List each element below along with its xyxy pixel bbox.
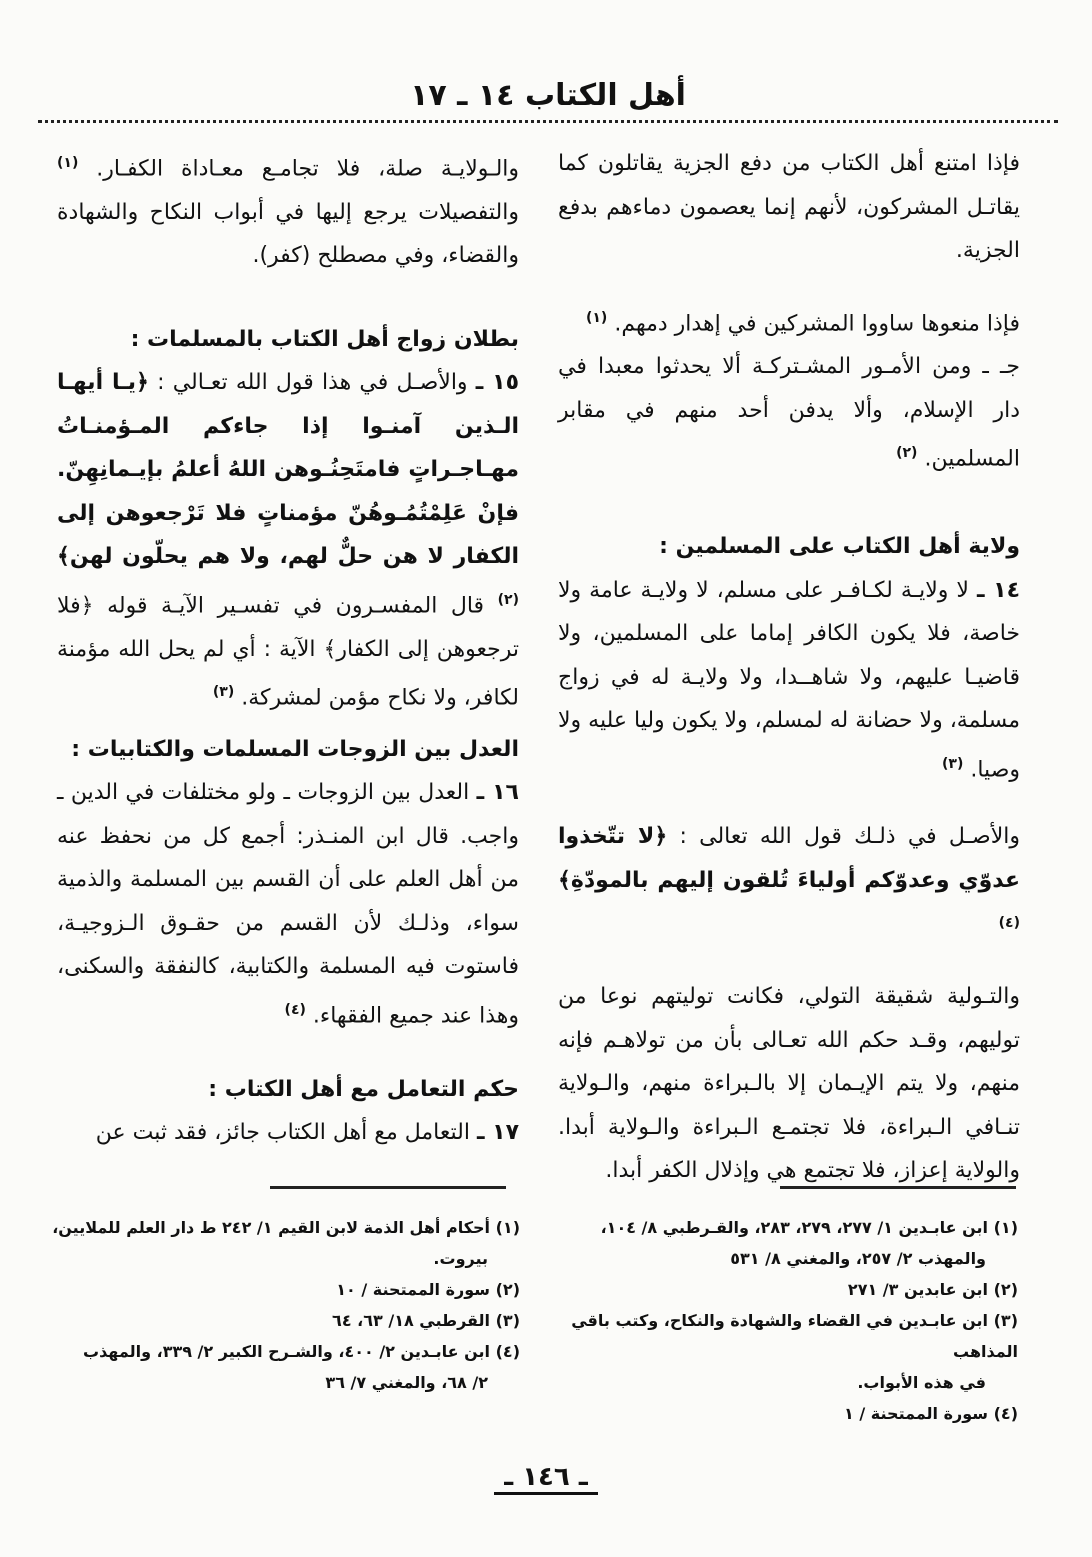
paragraph: ١٥ ـ والأصـل في هذا قول الله تعـالي : ﴿يـا أيهـا الـذين آمنـوا إذا جاءكم المـؤمنـاتُ مهـاجـراتٍ فامتَحِنُـوهن اللهُ أعلمُ بإيـمانِهِنّ. فإنْ عَلِمْتُمُـوهُنّ مؤمناتٍ فلا تَرْجعوهن إلى الكفار لا هن حلٌّ لهم، ولا هم يحلّون لهن﴾ $^{(٢)}$ قال المفسـرون في تفسـير الآيـة قوله ﴿فلا ترجعوهن إلى الكفار﴾ الآية : أي لم يحل الله مؤمنة لكافر، ولا نكاح مؤمن لمشركة. $^{(٣)}$	[57, 370, 520, 711]
footnote-continuation: في هذه الأبواب.	[857, 1373, 986, 1392]
footnote: (٢) ابن عابدين ٣/ ٢٧١	[847, 1280, 1018, 1299]
paragraph: ١٧ ـ التعامل مع أهل الكتاب جائز، فقد ثبت عن	[95, 1120, 519, 1146]
item-number: ١٤ ـ	[976, 577, 1020, 603]
footnote: (١) أحكام أهل الذمة لابن القيم ١/ ٢٤٢ ط دار العلم للملايين،	[52, 1218, 520, 1237]
page-title: أهل الكتاب ١٤ ـ ١٧	[410, 78, 686, 113]
footnote-divider	[270, 1186, 506, 1189]
footnote-continuation: بيروت.	[433, 1249, 488, 1268]
paragraph: ١٦ ـ العدل بين الزوجات ـ ولو مختلفات في الدين ـ واجب. قال ابن المنـذر: أجمع كل من نحفظ عنه من أهل العلم على أن القسم بين المسلمة والذمية سواء، وذلـك لأن القسم من حقـوق الـزوجيـة، فاستوت فيه المسلمة والكتابية، كالنفقة والسكنى، وهذا عند جميع الفقهاء. $^{(٤)}$	[57, 780, 519, 1029]
quran-quote: ﴿لا تتّخذوا عدوّي وعدوّكم أولياءَ تُلقون إليهم بالمودّةِ﴾	[558, 824, 1020, 893]
footnote-divider	[780, 1186, 1016, 1189]
footnote-ref: (٢)	[497, 591, 519, 608]
quran-quote: ﴿يـا أيهـا الـذين آمنـوا إذا جاءكم المـؤمنـاتُ مهـاجـراتٍ فامتَحِنُـوهن اللهُ أعلمُ بإيـمانِهِنّ. فإنْ عَلِمْتُمُـوهُنّ مؤمناتٍ فلا تَرْجعوهن إلى الكفار لا هن حلٌّ لهم، ولا هم يحلّون لهن﴾	[57, 370, 519, 570]
page-number: ـ ١٤٦ ـ	[0, 1462, 1092, 1492]
section-heading: ولاية أهل الكتاب على المسلمين :	[659, 534, 1020, 560]
footnote: (٣) القرطبي ١٨/ ٦٣، ٦٤	[332, 1311, 520, 1330]
paragraph: فإذا امتنع أهل الكتاب من دفع الجزية يقاتلون كما يقاتـل المشركون، لأنهم إنما يعصمون دماءهم بدفع الجزية.	[558, 151, 1020, 263]
paragraph: ١٤ ـ لا ولايـة لكـافـر على مسلم، لا ولايـة عامة ولا خاصة، فلا يكون الكافر إماما على المسلمين، ولا قاضيـا عليهم، ولا شاهــدا، ولا ولايـة له في زواج مسلمة، ولا حضانة له لمسلم، ولا يكون وليا عليه ولا وصيا. $^{(٣)}$	[558, 577, 1020, 782]
paragraph: والتـولية شقيقة التولي، فكانت توليتهم نوعا من توليهم، وقـد حكم الله تعـالى بأن من تولاهـم فإنه منهم، ولا يتم الإيـمان إلا بالـبراءة منهم، والـولاية تنـافي الـبراءة، فلا تجتمـع الـبراءة والـولاية أبدا. والولاية إعزاز، فلا تجتمع هي وإذلال الكفر أبدا.	[558, 984, 1020, 1184]
footnote-ref: (٤)	[998, 915, 1020, 932]
paragraph: فإذا منعوها ساووا المشركين في إهدار دمهم. $^{(١)}$	[585, 309, 1020, 336]
footnote-continuation: والمهذب ٢/ ٢٥٧، والمغني ٨/ ٥٣١	[730, 1249, 986, 1268]
footnote-ref: (٢)	[896, 445, 918, 462]
footnotes-left	[50, 1212, 520, 1398]
footnote: (٢) سورة الممتحنة / ١٠	[336, 1280, 520, 1299]
footnote-continuation: ٢/ ٦٨، والمغني ٧/ ٣٦	[325, 1373, 488, 1392]
footnote: (٤) ابن عابـدين ٢/ ٤٠٠، والشـرح الكبير ٢/ ٣٣٩، والمهذب	[82, 1342, 520, 1361]
section-heading: العدل بين الزوجات المسلمات والكتابيات :	[71, 736, 519, 762]
footnote-ref: (٤)	[284, 1001, 306, 1018]
item-number: ١٦ ـ	[476, 780, 519, 806]
footnote-ref: (٣)	[942, 755, 964, 772]
paragraph: جـ ـ ومن الأمـور المشـتركـة ألا يحدثوا معبدا في دار الإسلام، وألا يدفن أحد منهم في مقابر المسلمين. $^{(٢)}$	[558, 354, 1020, 472]
section-heading: بطلان زواج أهل الكتاب بالمسلمات :	[130, 326, 519, 352]
footnote-ref: (٣)	[212, 684, 235, 701]
page-header	[38, 78, 1058, 113]
section-heading: حكم التعامل مع أهل الكتاب :	[208, 1076, 519, 1102]
item-number: ١٥ ـ	[475, 370, 520, 396]
footnote-ref: (١)	[57, 155, 79, 171]
footnotes-right	[548, 1212, 1018, 1429]
item-number: ١٧ ـ	[476, 1120, 519, 1146]
left-column	[57, 142, 519, 1155]
header-divider	[38, 120, 1058, 123]
footnote: (٣) ابن عابـدين في القضاء والشهادة والنكاح، وكتب باقي المذاهب	[571, 1311, 1018, 1361]
footnote-ref: (١)	[585, 309, 608, 326]
footnote: (١) ابن عابـدين ١/ ٢٧٧، ٢٧٩، ٢٨٣، والقـرطبي ٨/ ١٠٤،	[600, 1218, 1018, 1237]
paragraph: والأصـل في ذلـك قول الله تعالى : ﴿لا تتّخذوا عدوّي وعدوّكم أولياءَ تُلقون إليهم بالمودّةِ﴾ $^{(٤)}$	[558, 824, 1021, 932]
footnote: (٤) سورة الممتحنة / ١	[844, 1404, 1018, 1423]
paragraph: والـولايـة صلة، فلا تجامـع معـاداة الكفـار. $^{(١)}$ والتفصيلات يرجع إليها في أبواب النكاح والشهادة والقضاء، وفي مصطلح (كفر).	[57, 155, 520, 269]
right-column	[558, 142, 1020, 1193]
